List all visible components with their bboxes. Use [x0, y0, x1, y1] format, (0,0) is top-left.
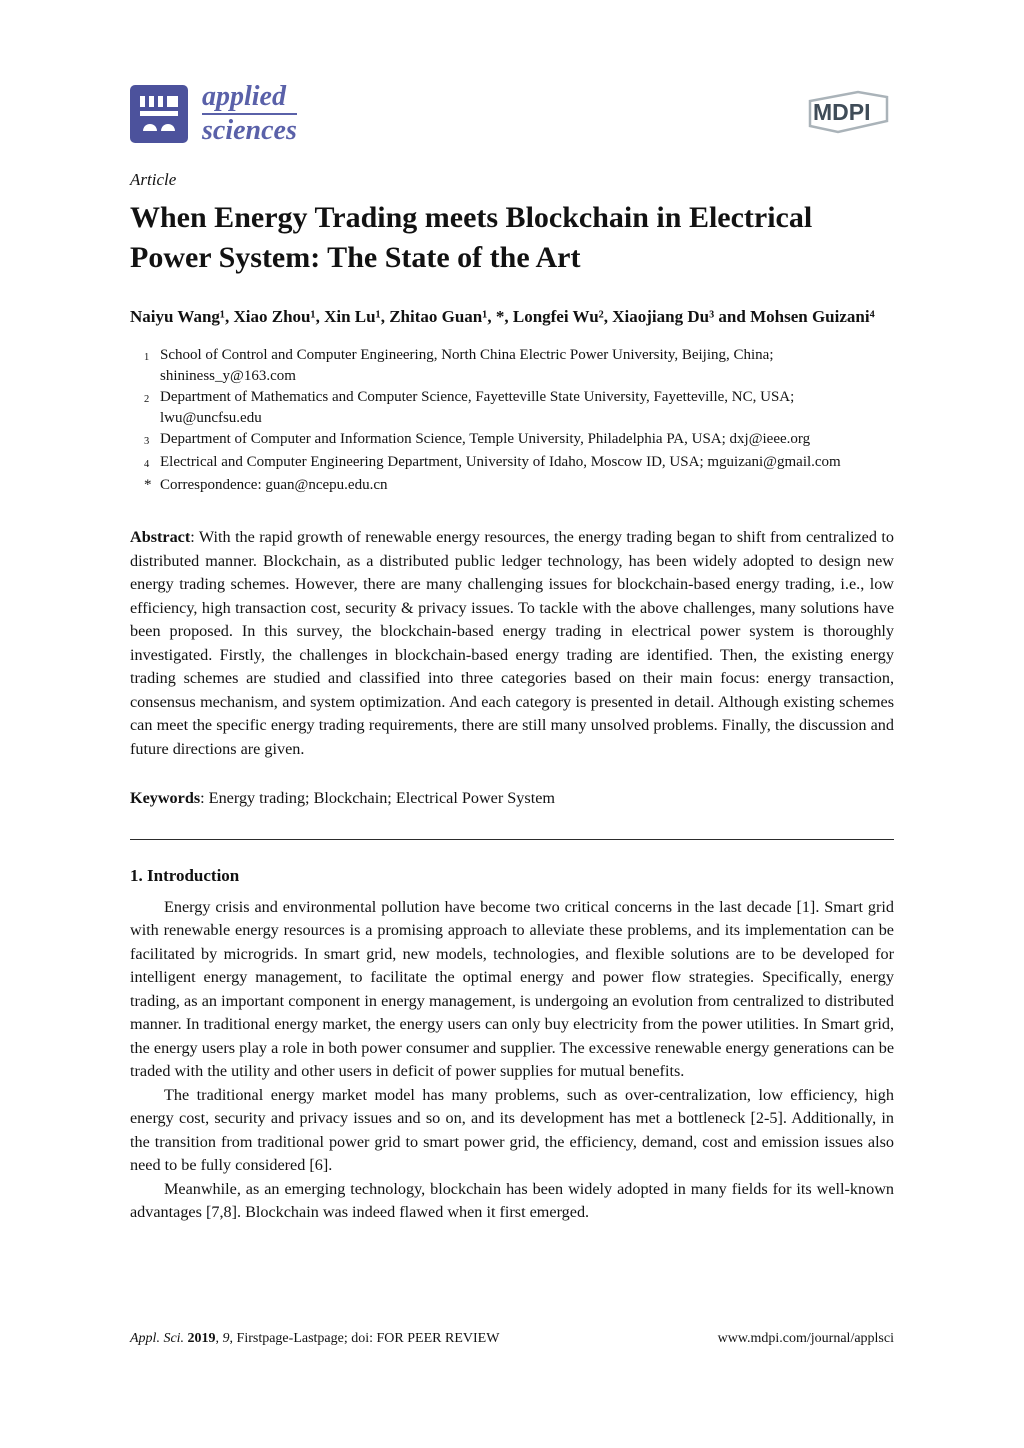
affiliation-text: Department of Mathematics and Computer Science, Fayetteville State University, Fayetteville, NC, USA; lwu@uncfsu.edu	[160, 389, 795, 426]
section-heading-introduction: 1. Introduction	[130, 865, 240, 885]
journal-logo-line2: sciences	[202, 115, 297, 146]
affiliation-item	[130, 387, 894, 429]
affiliation-item	[130, 429, 894, 452]
intro-paragraph-1: Energy crisis and environmental pollution have become two critical concerns in the last decade [1]. Smart grid with renewable energy resources is a promising approach to alleviate these problems, and its implementation can be facilitated by microgrids. In smart grid, new models, technologies, and flexible solutions are to be developed for intelligent energy management, to facilitate the optimal energy and power flow strategies. Specifically, energy trading, as an important component in energy management, is undergoing an evolution from centralized to distributed manner. In traditional energy market, the energy users can only buy electricity from the power utilities. In Smart grid, the energy users play a role in both power consumer and supplier. The excessive renewable energy generations can be traded with the utility and other users in deficit of power supplies for mutual benefits.	[130, 897, 894, 1080]
footer-url: www.mdpi.com/journal/applsci	[717, 1331, 894, 1346]
intro-paragraph-2: The traditional energy market model has many problems, such as over-centralization, low efficiency, high energy cost, security and privacy issues and so on, and its development has met a bottleneck [2-5]. Additionally, in the transition from traditional power grid to smart power grid, the efficiency, demand, cost and emission issues also need to be fully considered [6].	[130, 1085, 894, 1174]
footer-volume: 9	[222, 1331, 230, 1346]
applied-sciences-icon	[130, 85, 188, 143]
authors-line: Naiyu Wang¹, Xiao Zhou¹, Xin Lu¹, Zhitao Guan¹, *, Longfei Wu², Xiaojiang Du³ and Mohsen Guizani⁴	[130, 307, 875, 326]
affiliation-text: Electrical and Computer Engineering Department, University of Idaho, Moscow ID, USA; mguizani@gmail.com	[160, 454, 841, 470]
journal-logo	[130, 82, 297, 146]
paper-title: When Energy Trading meets Blockchain in Electrical Power System: The State of the Art	[130, 201, 813, 274]
affiliation-marker: 1	[144, 352, 150, 363]
affiliation-text: Department of Computer and Information Science, Temple University, Philadelphia PA, USA; dxj@ieee.org	[160, 431, 811, 447]
correspondence-marker: *	[144, 477, 152, 493]
affiliation-item	[130, 345, 894, 387]
affiliation-marker: 2	[144, 394, 150, 405]
correspondence-text: Correspondence: guan@ncepu.edu.cn	[160, 477, 388, 493]
keywords	[130, 787, 894, 811]
journal-logo-text	[202, 82, 297, 146]
footer-sep: ,	[215, 1331, 223, 1346]
footer-year: 2019	[187, 1331, 216, 1346]
abstract	[130, 526, 894, 761]
mdpi-wordmark: MDPI	[813, 99, 871, 125]
abstract-text: : With the rapid growth of renewable energy resources, the energy trading began to shift from centralized to distributed manner. Blockchain, as a distributed public ledger technology, has been widely adopted to design new energy trading schemes. However, there are many challenging issues for blockchain-based energy trading, i.e., low efficiency, high transaction cost, security & privacy issues. To tackle with the above challenges, many solutions have been proposed. In this survey, the blockchain-based energy trading in electrical power system is thoroughly investigated. Firstly, the challenges in blockchain-based energy trading are identified. Then, the existing energy trading schemes are studied and classified into three categories based on their main focus: energy transaction, consensus mechanism, and system optimization. And each category is presented in detail. Although existing schemes can meet the specific energy trading requirements, there are still many unsolved problems. Finally, the discussion and future directions are given.	[130, 528, 894, 758]
journal-logo-line1: applied	[202, 81, 286, 112]
mdpi-logo	[800, 88, 896, 141]
article-type-label: Article	[130, 170, 177, 189]
affiliation-marker: 4	[144, 459, 150, 470]
affiliation-item	[130, 452, 894, 475]
affiliation-marker: 3	[144, 436, 150, 447]
footer-citation	[130, 1330, 499, 1348]
section-divider	[130, 839, 894, 840]
affiliation-list	[130, 345, 894, 496]
correspondence-item	[130, 475, 894, 496]
footer-citation-rest: , Firstpage-Lastpage; doi: FOR PEER REVIEW	[229, 1331, 500, 1346]
page-footer	[130, 1330, 894, 1348]
keywords-text: : Energy trading; Blockchain; Electrical Power System	[200, 789, 555, 807]
affiliation-text: School of Control and Computer Engineering, North China Electric Power University, Beijing, China; shininess_y@163.com	[160, 347, 774, 384]
intro-paragraph-3: Meanwhile, as an emerging technology, blockchain has been widely adopted in many fields for its well-known advantages [7,8]. Blockchain was indeed flawed when it first emerged.	[130, 1179, 894, 1221]
keywords-label: Keywords	[130, 789, 201, 807]
footer-journal-abbrev: Appl. Sci.	[130, 1331, 188, 1346]
abstract-label: Abstract	[130, 528, 191, 546]
